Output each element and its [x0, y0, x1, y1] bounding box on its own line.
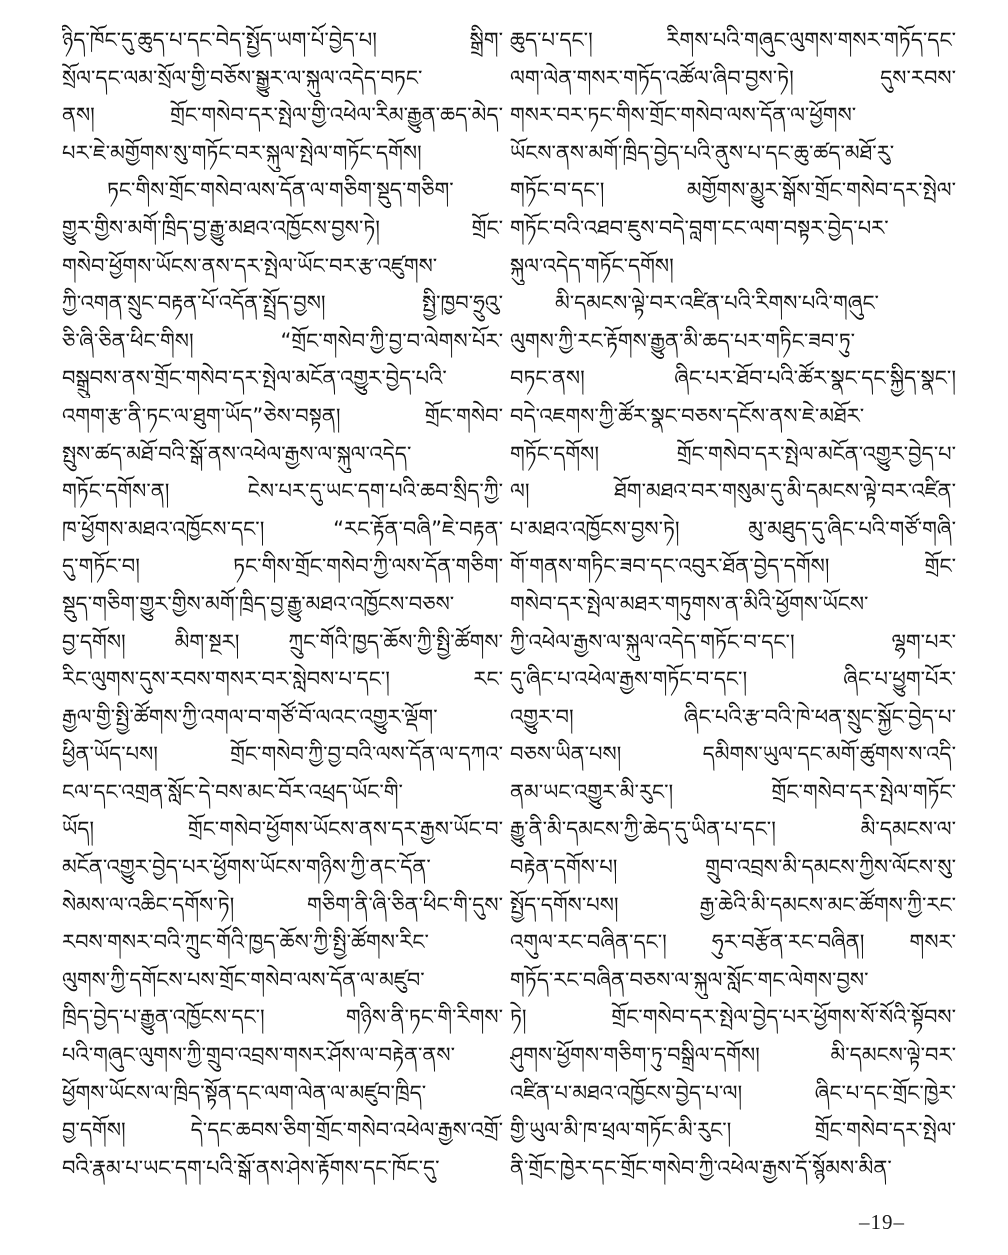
text-line: ལ། ཐོག་མཐའ་བར་གསུམ་དུ་མི་དམངས་ལྟེ་བར་འཛིན་	[510, 479, 956, 504]
text-line: གཏོང་དགོས་ན། ངེས་པར་དུ་ཡང་དག་པའི་ཆབ་སྲིད་ཀྱི་	[62, 479, 503, 504]
text-line: ཕྱིན་ཡོད་པས། གྲོང་གསེབ་ཀྱི་བྱ་བའི་ལས་དོན་ལ་དཀའ་	[62, 742, 503, 767]
text-line: ཀྱི་འགན་སྲུང་བརྟན་པོ་འདོན་སྤྲོད་བྱས། སྤྱི་ཁྱབ་ཧྲུའུ་	[62, 291, 503, 316]
text-line: ཁ་ཕྱོགས་མཐའ་འཁྱོངས་དང་། “རང་རྟོན་བཞི”ཇེ་བརྟན་	[62, 516, 503, 541]
text-line: ཅི་ཞི་ཅིན་ཕིང་གིས། “གྲོང་གསེབ་ཀྱི་བྱ་བ་ལེགས་པོར་	[62, 328, 503, 353]
text-line: འགག་རྩ་ནི་ཏང་ལ་ཐུག་ཡོད”ཅེས་བསྟན། གྲོང་གསེབ་	[62, 403, 503, 428]
text-line: སྤུས་ཚད་མཐོ་བའི་སྒོ་ནས་འཕེལ་རྒྱས་ལ་སྐུལ་འདེད་	[62, 441, 412, 466]
text-line: བདེ་འཇགས་ཀྱི་ཚོར་སྣང་བཅས་དངོས་ནས་ཇེ་མཐོར་	[510, 403, 865, 428]
text-line: བཅས་ཡིན་པས། དམིགས་ཡུལ་དང་མགོ་ཚུགས་ས་འདི་	[510, 742, 956, 767]
text-line: གྱི་ཡུལ་མི་ཁ་ཕྲལ་གཏོང་མི་རུང་། གྲོང་གསེབ་དར་སྤེལ་	[510, 1118, 956, 1143]
text-line: པ་མཐའ་འཁྱོངས་བྱས་ཏེ། མུ་མཐུད་དུ་ཞིང་པའི་གཙོ་གཞི་	[510, 516, 956, 541]
text-line: ཡོངས་ནས་མགོ་ཁྲིད་བྱེད་པའི་ནུས་པ་དང་ཆུ་ཚད་མཐོ་རུ་	[510, 140, 895, 165]
text-line: གསེབ་དར་སྤེལ་མཐར་གཏུགས་ན་མིའི་ཕྱོགས་ཡོངས་	[510, 591, 869, 616]
text-line: སེམས་ལ་འཆིང་དགོས་ཏེ། གཅིག་ནི་ཞི་ཅིན་ཕིང་གི་དུས་	[62, 892, 503, 917]
text-line: རྒྱུ་ནི་མི་དམངས་ཀྱི་ཆེད་དུ་ཡིན་པ་དང་། མི་དམངས་ལ་	[510, 817, 956, 842]
text-line: གསེབ་ཕྱོགས་ཡོངས་ནས་དར་སྤེལ་ཡོང་བར་རྩ་འཛུགས་	[62, 253, 438, 278]
text-line: བྱ་དགོས། དེ་དང་ཆབས་ཅིག་གྲོང་གསེབ་འཕེལ་རྒྱས་འགྲོ་	[62, 1118, 503, 1143]
text-line: དུ་གཏོང་བ། ཏང་གིས་གྲོང་གསེབ་ཀྱི་ལས་དོན་གཅིག་	[62, 554, 503, 579]
text-line: སྲོལ་དང་ལམ་སྲོལ་གྱི་བཅོས་སྒྱུར་ལ་སྐུལ་འདེད་བཏང་	[62, 65, 423, 90]
text-line: དུ་ཞིང་པ་འཕེལ་རྒྱས་གཏོང་བ་དང་། ཞིང་པ་ཕྱུག་པོར་	[510, 667, 956, 692]
text-line: རྒྱལ་གྱི་སྤྱི་ཚོགས་ཀྱི་འགལ་བ་གཙོ་བོ་ལའང་འགྱུར་ལྡོག་	[62, 704, 438, 729]
text-line: པར་ཇེ་མགྱོགས་སུ་གཏོང་བར་སྐུལ་སྤེལ་གཏོང་དགོས།	[62, 140, 422, 165]
text-line: ལུགས་ཀྱི་རང་རྟོགས་རྒྱུན་མི་ཆད་པར་གཏིང་ཟབ་ཏུ་	[510, 328, 856, 353]
text-line: ཕྱོགས་ཡོངས་ལ་ཁྲིད་སྟོན་དང་ལག་ལེན་ལ་མཛུབ་ཁྲིད་	[62, 1080, 427, 1105]
text-line: གཏོད་རང་བཞིན་བཅས་ལ་སྐུལ་སློང་གང་ལེགས་བྱས་	[510, 967, 869, 992]
text-line: མངོན་འགྱུར་བྱེད་པར་ཕྱོགས་ཡོངས་གཉིས་ཀྱི་ནང་དོན་	[62, 855, 431, 880]
page-number: –19–	[859, 1210, 905, 1234]
text-line: རབས་གསར་བའི་ཀྲུང་གོའི་ཁྱད་ཆོས་ཀྱི་སྤྱི་ཚོགས་རིང་	[62, 930, 429, 955]
text-line: པའི་གཞུང་ལུགས་ཀྱི་གྲུབ་འབྲས་གསར་ཤོས་ལ་བརྟེན་ནས་	[62, 1043, 456, 1068]
text-line: ཉིད་ཁོང་དུ་ཆུད་པ་དང་བེད་སྤྱོད་ཡག་པོ་བྱེད་པ། སྒྲིག་	[62, 28, 503, 52]
text-line: སྡུད་གཅིག་གྱུར་གྱིས་མགོ་ཁྲིད་བྱ་རྒྱུ་མཐའ་འཁྱོངས་བཅས་	[62, 591, 455, 616]
text-line: གོ་གནས་གཏིང་ཟབ་དང་འབུར་ཐོན་བྱེད་དགོས། གྲོང་	[510, 554, 956, 579]
text-line: བཏང་ནས། ཞིང་པར་ཐོབ་པའི་ཚོར་སྣང་དང་སྐྱིད་སྣང་།	[510, 366, 956, 391]
text-line: འཛིན་པ་མཐའ་འཁྱོངས་བྱེད་པ་ལ། ཞིང་པ་དང་གྲོང་ཁྱེར་	[510, 1080, 956, 1105]
text-line: ཤུགས་ཕྱོགས་གཅིག་ཏུ་བསྒྲིལ་དགོས། མི་དམངས་ལྟེ་བར་	[510, 1043, 956, 1068]
text-line: ཏང་གིས་གྲོང་གསེབ་ལས་དོན་ལ་གཅིག་སྡུད་གཅིག་	[107, 178, 454, 203]
text-line: ཆུད་པ་དང་། རིགས་པའི་གཞུང་ལུགས་གསར་གཏོད་དང་	[510, 28, 956, 52]
text-line: འགུལ་རང་བཞིན་དང་། ཧུར་བརྩོན་རང་བཞིན། གསར་	[510, 930, 956, 955]
text-line: ཁྲིད་བྱེད་པ་རྒྱུན་འཁྱོངས་དང་། གཉིས་ནི་ཏང་གི་རིགས་	[62, 1005, 503, 1030]
text-line: སྐུལ་འདེད་གཏོང་དགོས།	[510, 253, 674, 278]
text-line: གསར་བར་ཏང་གིས་གྲོང་གསེབ་ལས་དོན་ལ་ཕྱོགས་	[510, 103, 857, 128]
text-line: ནི་གྲོང་ཁྱེར་དང་གྲོང་གསེབ་ཀྱི་འཕེལ་རྒྱས་དོ་སྙོམས་མིན་	[510, 1155, 892, 1180]
text-line: ལུགས་ཀྱི་དགོངས་པས་གྲོང་གསེབ་ལས་དོན་ལ་མཛུབ་	[62, 967, 425, 992]
text-line: ནས། གྲོང་གསེབ་དར་སྤེལ་གྱི་འཕེལ་རིམ་རྒྱུན་ཆད་མེད་	[62, 103, 503, 128]
text-line: ངལ་དང་འགྲན་སློང་དེ་བས་མང་བོར་འཕྲད་ཡོང་གི་	[62, 779, 403, 804]
text-line: ལག་ལེན་གསར་གཏོད་འཚོལ་ཞིབ་བྱས་ཏེ། དུས་རབས་	[510, 65, 956, 90]
text-line: བྱ་དགོས། མིག་སྔར། ཀྲུང་གོའི་ཁྱད་ཆོས་ཀྱི་སྤྱི་ཚོགས་	[62, 629, 503, 654]
text-line: རིང་ལུགས་དུས་རབས་གསར་བར་སླེབས་པ་དང་། རང་	[62, 667, 503, 692]
text-line: གྱུར་གྱིས་མགོ་ཁྲིད་བྱ་རྒྱུ་མཐའ་འཁྱོངས་བྱས་ཏེ། གྲོང་	[62, 215, 503, 240]
text-line: འགྱུར་བ། ཞིང་པའི་རྩ་བའི་ཁེ་ཕན་སྲུང་སྐྱོང་བྱེད་པ་	[510, 704, 956, 729]
text-line: ཏེ། གྲོང་གསེབ་དར་སྤེལ་བྱེད་པར་ཕྱོགས་སོ་སོའི་སྟོབས་	[510, 1005, 956, 1030]
text-column-left	[62, 22, 503, 1187]
text-line: བསྒྲུབས་ནས་གྲོང་གསེབ་དར་སྤེལ་མངོན་འགྱུར་བྱེད་པའི་	[62, 366, 447, 391]
text-line: བརྟེན་དགོས་པ། གྲུབ་འབྲས་མི་དམངས་ཀྱིས་ལོངས་སུ་	[510, 855, 956, 880]
text-line: བའི་རྣམ་པ་ཡང་དག་པའི་སྒོ་ནས་ཤེས་རྟོགས་དང་ཁོང་དུ་	[62, 1155, 440, 1180]
text-line: གཏོང་བའི་འཐབ་ཇུས་བདེ་བླག་ངང་ལག་བསྟར་བྱེད་པར་	[510, 215, 889, 240]
text-line: ཡོད། གྲོང་གསེབ་ཕྱོགས་ཡོངས་ནས་དར་རྒྱས་ཡོང་བ་	[62, 817, 503, 842]
text-line: སྤྱོད་དགོས་པས། རྒྱ་ཆེའི་མི་དམངས་མང་ཚོགས་ཀྱི་རང་	[510, 892, 956, 917]
text-line: ནམ་ཡང་འགྱུར་མི་རུང་། གྲོང་གསེབ་དར་སྤེལ་གཏོང་	[510, 779, 956, 804]
text-column-right	[510, 22, 956, 1187]
text-line: མི་དམངས་ལྟེ་བར་འཛིན་པའི་རིགས་པའི་གཞུང་	[555, 291, 879, 316]
text-line: གཏོང་བ་དང་། མགྱོགས་མྱུར་སྒོས་གྲོང་གསེབ་དར་སྤེལ་	[510, 178, 956, 203]
text-line: ཀྱི་འཕེལ་རྒྱས་ལ་སྐུལ་འདེད་གཏོང་བ་དང་། ལྷག་པར་	[510, 629, 956, 654]
text-line: གཏོང་དགོས། གྲོང་གསེབ་དར་སྤེལ་མངོན་འགྱུར་བྱེད་པ་	[510, 441, 956, 466]
